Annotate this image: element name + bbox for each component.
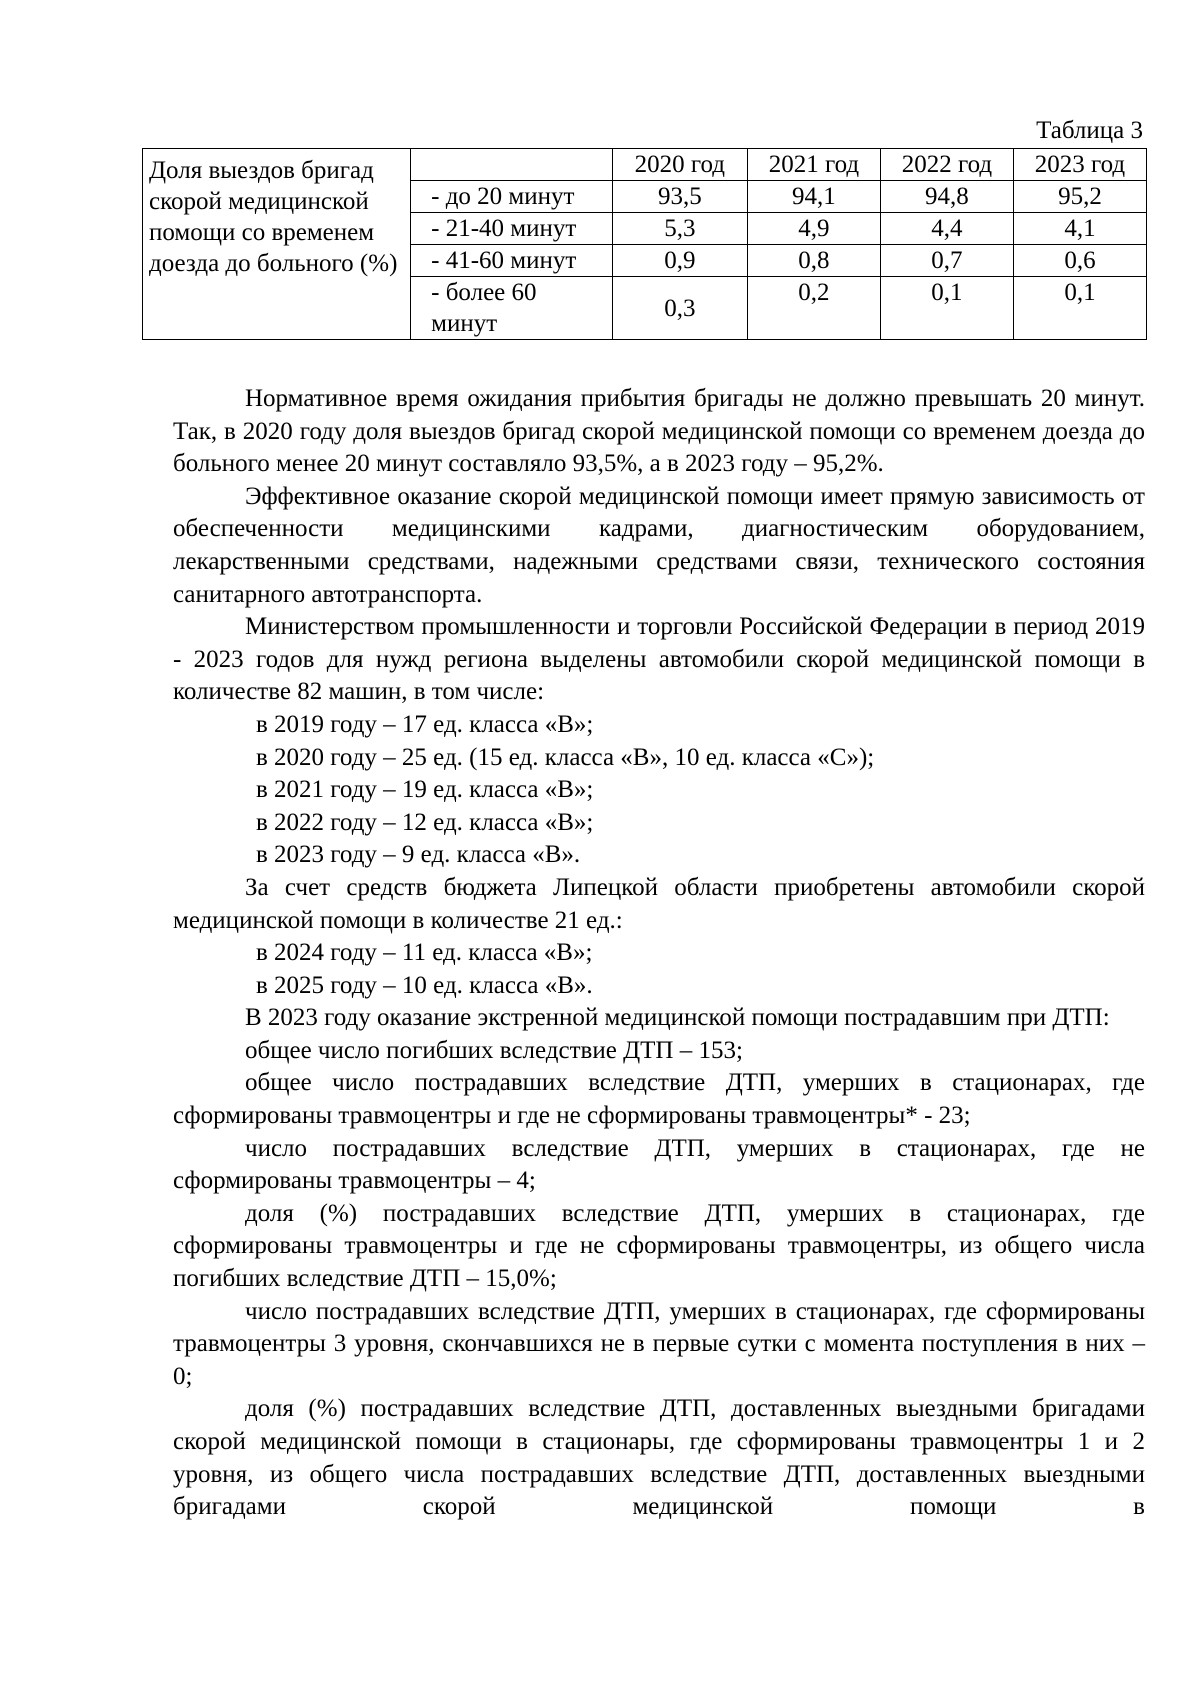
row-label: - 41-60 минут: [411, 245, 613, 277]
paragraph: число пострадавших вследствие ДТП, умерших в стационарах, где сформированы травмоцентры 3 уровня, скончавшихся не в первые сутки с момента поступления в них – 0;: [173, 1297, 1145, 1390]
table-cell: 0,9: [612, 245, 747, 277]
table-cell: 0,3: [612, 277, 747, 340]
row-label: - 21-40 минут: [411, 213, 613, 245]
table-cell: 0,7: [880, 245, 1013, 277]
table-row-header: Доля выездов бригад скорой медицинской помощи со временем доезда до больного (%): [143, 149, 411, 340]
table-cell: 95,2: [1013, 181, 1146, 213]
table-cell: 0,6: [1013, 245, 1146, 277]
column-header: 2022 год: [880, 149, 1013, 181]
table-cell: 94,8: [880, 181, 1013, 213]
table-header-row: [143, 149, 1147, 181]
list-item: в 2023 году – 9 ед. класса «В».: [256, 841, 581, 869]
list-item: в 2019 году – 17 ед. класса «В»;: [256, 710, 594, 738]
list-item: в 2024 году – 11 ед. класса «В»;: [256, 939, 593, 967]
ambulance-arrival-table: [142, 148, 1147, 340]
paragraph: доля (%) пострадавших вследствие ДТП, доставленных выездными бригадами скорой медицинской помощи в стационары, где сформированы травмоцентры 1 и 2 уровня, из общего числа пострадавших вследствие ДТП, доставленных выездными бригадами скорой медицинской помощи в: [173, 1395, 1145, 1521]
list-item: в 2020 году – 25 ед. (15 ед. класса «В», 10 ед. класса «С»);: [256, 743, 875, 771]
paragraph: В 2023 году оказание экстренной медицинской помощи пострадавшим при ДТП:: [245, 1004, 1110, 1032]
table-caption: Таблица 3: [1036, 117, 1143, 144]
table-cell: 0,8: [747, 245, 880, 277]
column-header: 2021 год: [747, 149, 880, 181]
paragraph: Эффективное оказание скорой медицинской помощи имеет прямую зависимость от обеспеченности медицинскими кадрами, диагностическим оборудованием, лекарственными средствами, надежными средствами связи, технического состояния санитарного автотранспорта.: [173, 482, 1145, 608]
paragraph: Нормативное время ожидания прибытия бригады не должно превышать 20 минут. Так, в 2020 году доля выездов бригад скорой медицинской помощи со временем доезда до больного менее 20 минут составляло 93,5%, а в 2023 году – 95,2%.: [173, 385, 1145, 478]
table-cell: 5,3: [612, 213, 747, 245]
column-header: 2023 год: [1013, 149, 1146, 181]
table-cell: 4,1: [1013, 213, 1146, 245]
table-cell: 0,1: [880, 277, 1013, 340]
paragraph: доля (%) пострадавших вследствие ДТП, умерших в стационарах, где сформированы травмоцентры и где не сформированы травмоцентры, из общего числа погибших вследствие ДТП – 15,0%;: [173, 1199, 1145, 1293]
table-cell: 94,1: [747, 181, 880, 213]
paragraph: За счет средств бюджета Липецкой области приобретены автомобили скорой медицинской помощи в количестве 21 ед.:: [173, 873, 1145, 934]
list-item: в 2022 году – 12 ед. класса «В»;: [256, 808, 594, 836]
table-cell: 4,9: [747, 213, 880, 245]
table-cell: 4,4: [880, 213, 1013, 245]
row-label: - более 60 минут: [411, 277, 613, 340]
body-text: [173, 383, 1145, 1524]
column-header: 2020 год: [612, 149, 747, 181]
paragraph: общее число пострадавших вследствие ДТП, умерших в стационарах, где сформированы травмоцентры и где не сформированы травмоцентры* - 23;: [173, 1069, 1145, 1130]
list-item: в 2025 году – 10 ед. класса «В».: [256, 971, 593, 999]
paragraph: Министерством промышленности и торговли Российской Федерации в период 2019 - 2023 годов для нужд региона выделены автомобили скорой медицинской помощи в количестве 82 машин, в том числе:: [173, 613, 1145, 706]
list-item: в 2021 году – 19 ед. класса «В»;: [256, 776, 594, 804]
paragraph: общее число погибших вследствие ДТП – 153;: [245, 1036, 743, 1064]
table-cell: 93,5: [612, 181, 747, 213]
row-label: - до 20 минут: [411, 181, 613, 213]
paragraph: число пострадавших вследствие ДТП, умерших в стационарах, где не сформированы травмоцентры – 4;: [173, 1134, 1145, 1195]
table-header-empty: [411, 149, 613, 181]
table-cell: 0,2: [747, 277, 880, 340]
table-cell: 0,1: [1013, 277, 1146, 340]
